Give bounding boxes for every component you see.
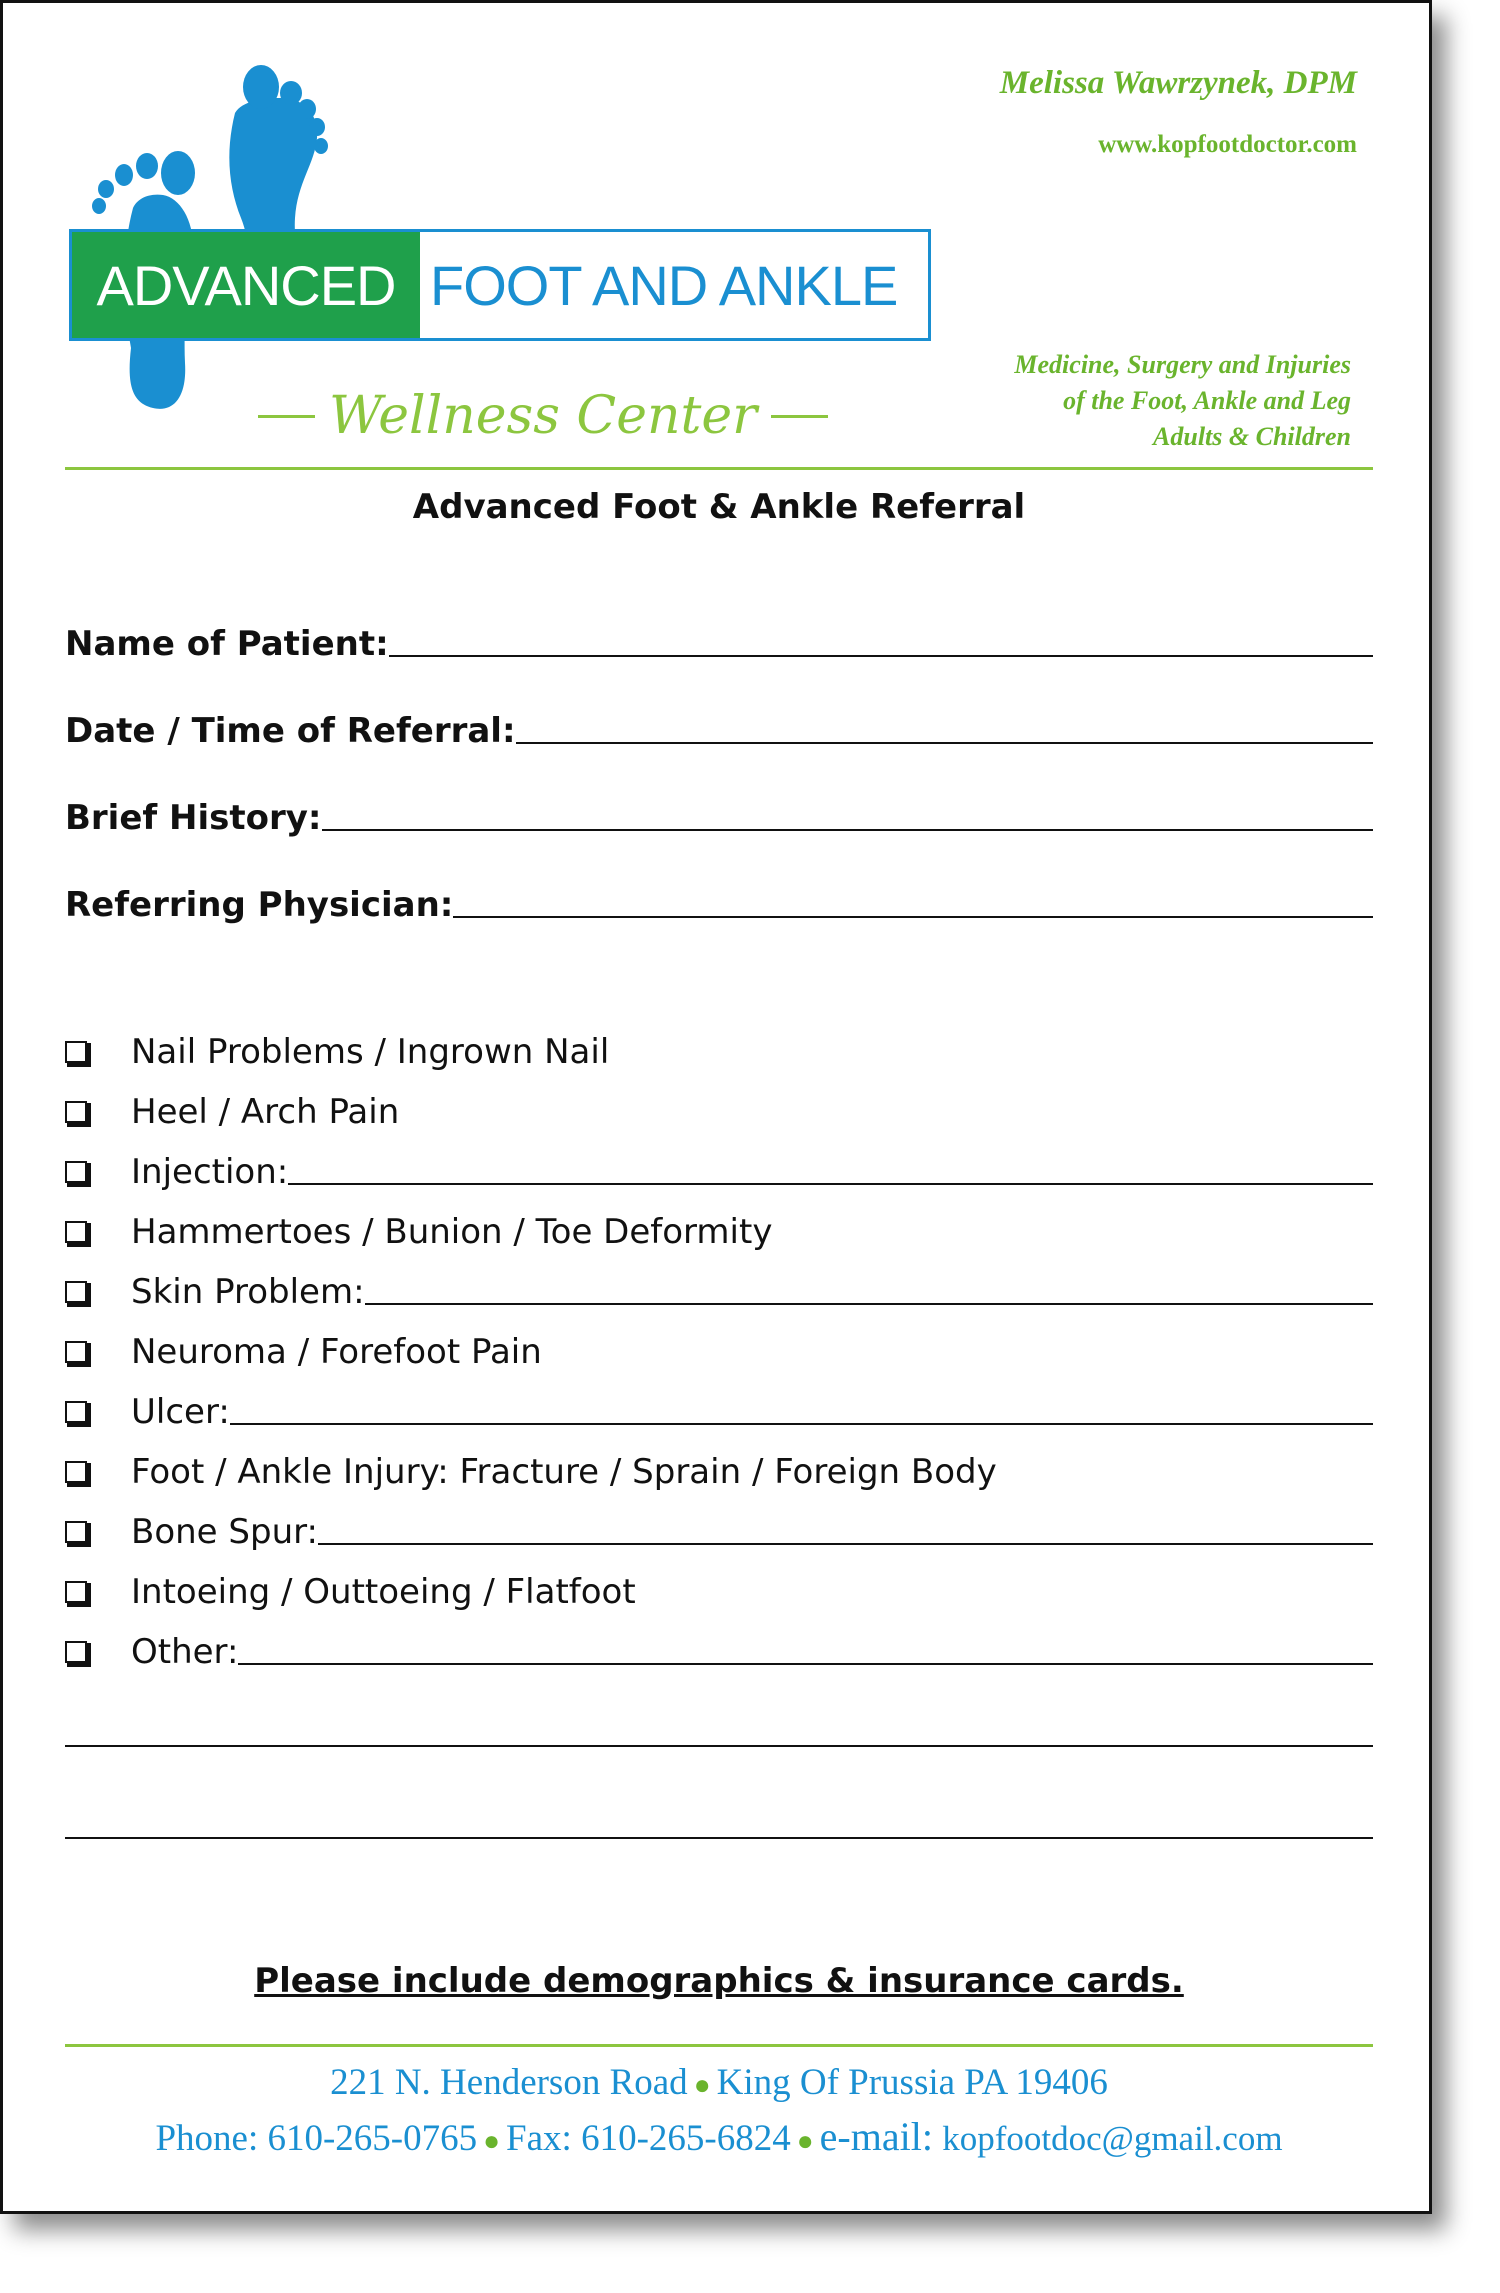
footer-divider (65, 2044, 1373, 2047)
extra-notes-line[interactable] (65, 1837, 1373, 1839)
checklist-label: Bone Spur: (131, 1512, 318, 1552)
referring-physician-input-line[interactable] (453, 915, 1373, 918)
field-brief-history[interactable] (65, 789, 1373, 838)
checklist-label: Hammertoes / Bunion / Toe Deformity (131, 1212, 773, 1252)
injection-input-line[interactable] (288, 1182, 1373, 1185)
contact-line (3, 2113, 1432, 2160)
bullet-dot-icon: ● (483, 2126, 501, 2157)
bone-spur-input-line[interactable] (318, 1542, 1373, 1545)
field-referral-date[interactable] (65, 702, 1373, 751)
specialty-line: Adults & Children (1153, 422, 1351, 451)
checklist-item-neuroma[interactable] (65, 1325, 1373, 1372)
fax-number: Fax: 610-265-6824 (506, 2118, 791, 2159)
skin-problem-input-line[interactable] (365, 1302, 1373, 1305)
field-label: Date / Time of Referral: (65, 711, 516, 751)
checkbox[interactable] (65, 1641, 87, 1663)
checklist-item-skin[interactable] (65, 1265, 1373, 1312)
brief-history-input-line[interactable] (322, 828, 1373, 831)
checklist-label: Intoeing / Outtoeing / Flatfoot (131, 1572, 636, 1612)
extra-notes-line[interactable] (65, 1745, 1373, 1747)
checklist-item-ulcer[interactable] (65, 1385, 1373, 1432)
specialty-block (1014, 347, 1351, 455)
tagline-rule-left (258, 415, 315, 418)
email-address[interactable]: kopfootdoc@gmail.com (942, 2119, 1283, 2158)
checklist-label: Neuroma / Forefoot Pain (131, 1332, 542, 1372)
bullet-dot-icon: ● (693, 2070, 711, 2101)
checkbox[interactable] (65, 1161, 87, 1183)
checkbox[interactable] (65, 1281, 87, 1303)
field-label: Name of Patient: (65, 624, 389, 664)
referral-date-input-line[interactable] (516, 741, 1373, 744)
address-line (3, 2061, 1432, 2104)
checklist-item-bone-spur[interactable] (65, 1505, 1373, 1552)
checkbox[interactable] (65, 1581, 87, 1603)
checkbox[interactable] (65, 1041, 87, 1063)
checklist-label: Ulcer: (131, 1392, 230, 1432)
tagline-text: Wellness Center (329, 386, 757, 446)
logo-wordmark (69, 229, 931, 341)
phone-number: Phone: 610-265-0765 (155, 2118, 478, 2159)
checklist-item-injury[interactable] (65, 1445, 1373, 1492)
field-referring-physician[interactable] (65, 876, 1373, 925)
doctor-name: Melissa Wawrzynek, DPM (999, 65, 1357, 101)
checkbox[interactable] (65, 1101, 87, 1123)
ulcer-input-line[interactable] (230, 1422, 1373, 1425)
bullet-dot-icon: ● (796, 2126, 814, 2157)
logo-foot-ankle-text: FOOT AND ANKLE (430, 253, 898, 317)
patient-name-input-line[interactable] (389, 654, 1373, 657)
header-divider (65, 467, 1373, 470)
specialty-line: of the Foot, Ankle and Leg (1063, 386, 1351, 415)
checklist-label: Injection: (131, 1152, 289, 1192)
checklist-item-heel[interactable] (65, 1085, 1373, 1132)
checklist-item-injection[interactable] (65, 1145, 1373, 1192)
checklist-item-intoeing[interactable] (65, 1565, 1373, 1612)
email-label: e-mail: (819, 2114, 933, 2159)
form-title: Advanced Foot & Ankle Referral (412, 487, 1026, 527)
city-address: King Of Prussia PA 19406 (716, 2062, 1108, 2103)
checklist-label: Skin Problem: (131, 1272, 365, 1312)
checklist-item-other[interactable] (65, 1625, 1373, 1672)
checklist-item-hammertoes[interactable] (65, 1205, 1373, 1252)
field-patient-name[interactable] (65, 615, 1373, 664)
logo-advanced-text: ADVANCED (72, 232, 420, 338)
insurance-note: Please include demographics & insurance cards. (254, 1961, 1184, 2001)
checklist-label: Other: (131, 1632, 239, 1672)
specialty-line: Medicine, Surgery and Injuries (1014, 350, 1351, 379)
checkbox[interactable] (65, 1461, 87, 1483)
checklist-item-nail[interactable] (65, 1025, 1373, 1072)
other-input-line[interactable] (238, 1662, 1373, 1665)
field-label: Brief History: (65, 798, 322, 838)
checkbox[interactable] (65, 1221, 87, 1243)
tagline-rule-right (771, 415, 828, 418)
checkbox[interactable] (65, 1401, 87, 1423)
checkbox[interactable] (65, 1521, 87, 1543)
field-label: Referring Physician: (65, 885, 454, 925)
street-address: 221 N. Henderson Road (330, 2062, 688, 2103)
checklist-label: Nail Problems / Ingrown Nail (131, 1032, 610, 1072)
website-link[interactable]: www.kopfootdoctor.com (1098, 131, 1357, 158)
checklist-label: Heel / Arch Pain (131, 1092, 400, 1132)
checkbox[interactable] (65, 1341, 87, 1363)
logo-tagline (258, 381, 828, 451)
checklist-label: Foot / Ankle Injury: Fracture / Sprain / Foreign Body (131, 1452, 997, 1492)
